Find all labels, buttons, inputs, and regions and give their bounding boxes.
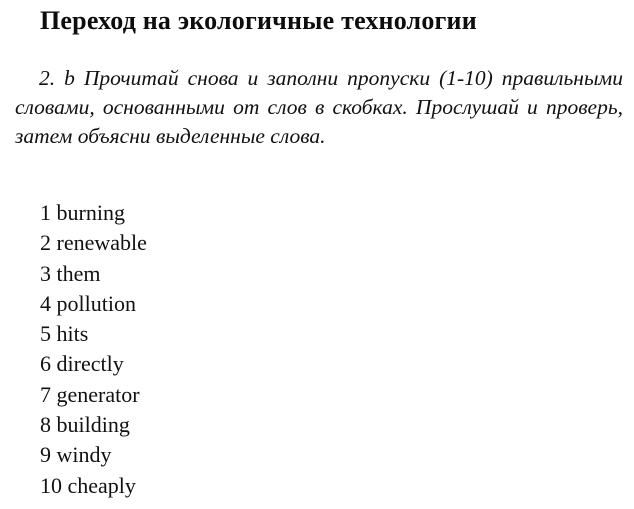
answer-list bbox=[40, 198, 147, 501]
answer-item: 9 windy bbox=[40, 442, 112, 468]
answer-item: 3 them bbox=[40, 260, 101, 286]
answer-item: 10 cheaply bbox=[40, 472, 136, 498]
answer-item: 8 building bbox=[40, 412, 130, 438]
answer-item: 4 pollution bbox=[40, 290, 136, 316]
answer-item: 6 directly bbox=[40, 351, 124, 377]
exercise-instructions bbox=[15, 64, 623, 151]
page-title: Переход на экологичные технологии bbox=[40, 6, 477, 35]
exercise-instructions-text: 2. b Прочитай снова и заполни пропуски (1-10) правильными словами, основанными от слов в скобках. Прослушай и проверь, затем объясни выделенные слова. bbox=[15, 66, 623, 148]
answer-item: 1 burning bbox=[40, 200, 125, 225]
answer-item: 5 hits bbox=[40, 321, 89, 347]
answer-item: 7 generator bbox=[40, 381, 140, 407]
answer-item: 2 renewable bbox=[40, 230, 147, 256]
